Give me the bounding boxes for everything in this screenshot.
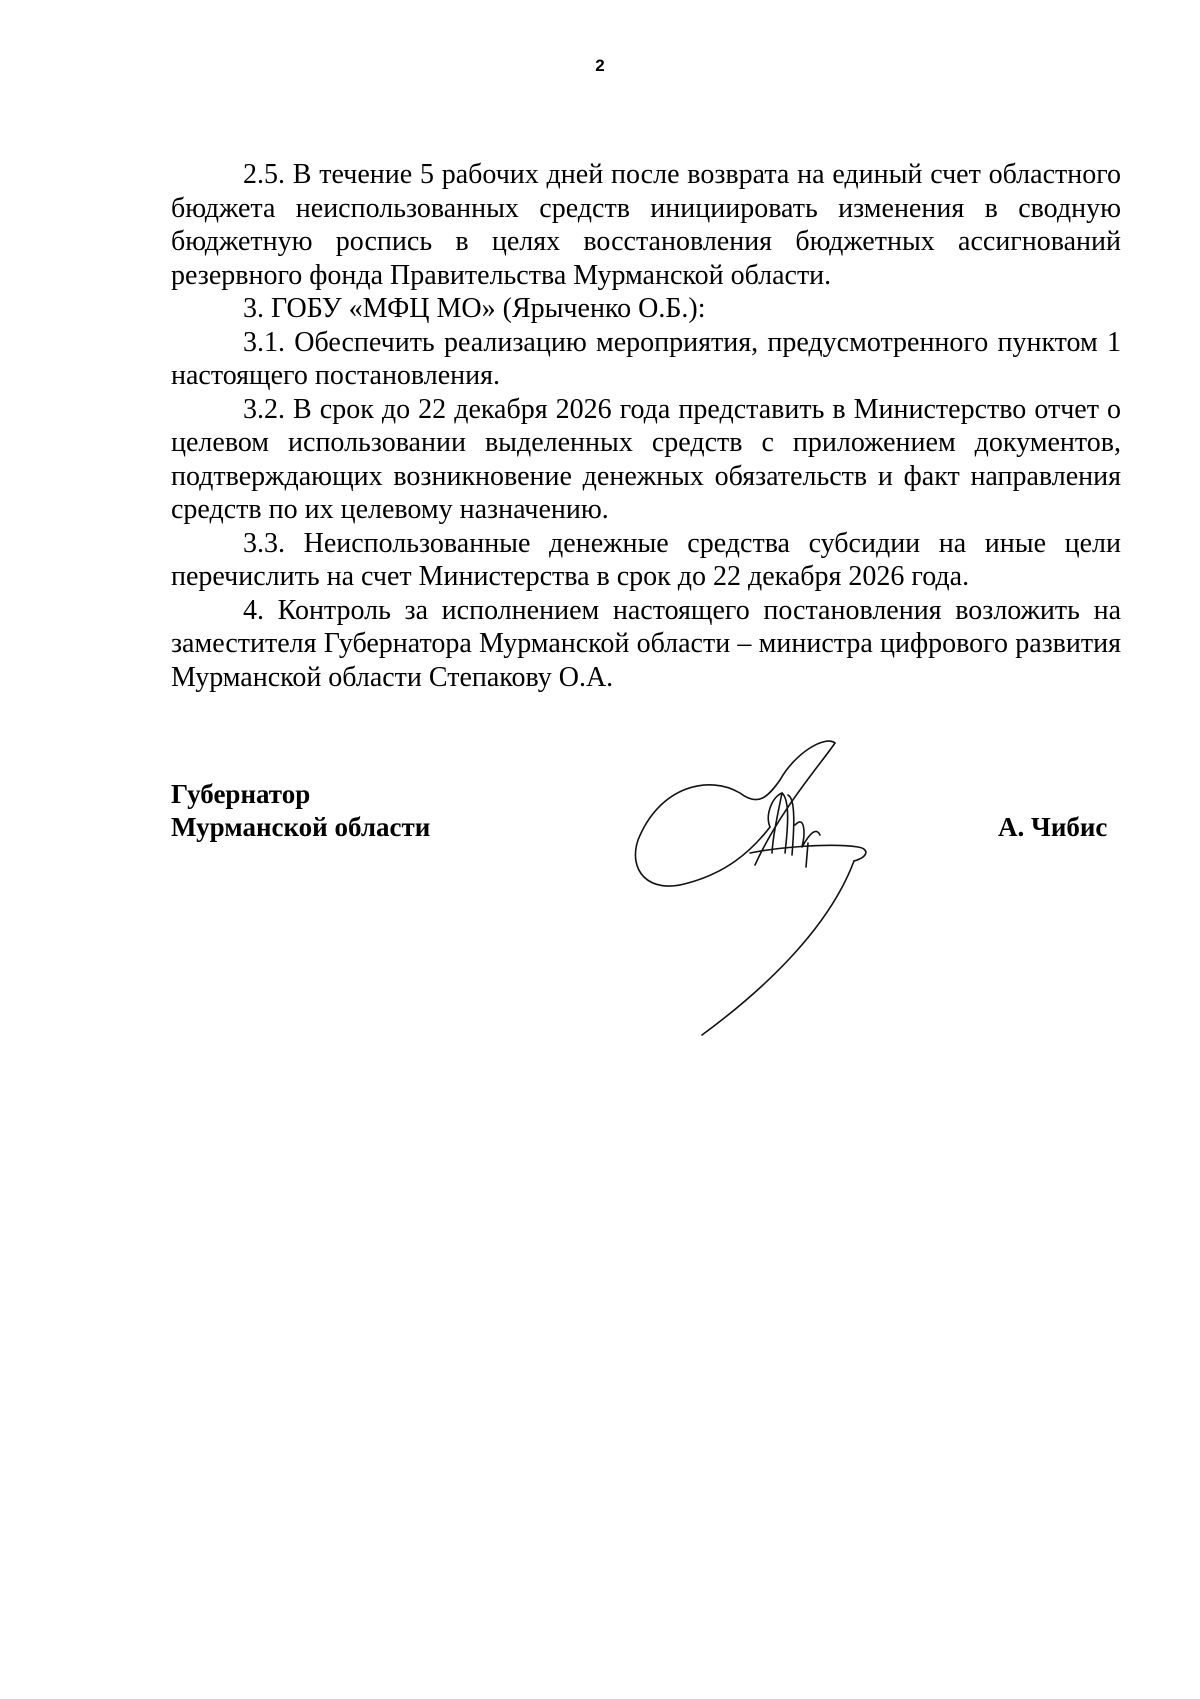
signatory-position	[171, 778, 430, 844]
paragraph-3-1: 3.1. Обеспечить реализацию мероприятия, предусмотренного пунктом 1 настоящего постановления.	[171, 326, 1121, 391]
paragraph-4: 4. Контроль за исполнением настоящего постановления возложить на заместителя Губернатора Мурманской области – министра цифрового развития Мурманской области Степакову О.А.	[171, 594, 1121, 693]
page-number: 2	[595, 56, 605, 75]
paragraph-3-2: 3.2. В срок до 22 декабря 2026 года представить в Министерство отчет о целевом использовании выделенных средств с приложением документов, подтверждающих возникновение денежных обязательств и факт направления средств по их целевому назначению.	[171, 393, 1121, 525]
paragraph-2-5: 2.5. В течение 5 рабочих дней после возврата на единый счет областного бюджета неиспользованных средств инициировать изменения в сводную бюджетную роспись в целях восстановления бюджетных ассигнований резервного фонда Правительства Мурманской области.	[171, 159, 1121, 291]
handwritten-signature-icon	[630, 735, 920, 1040]
signatory-region: Мурманской области	[171, 812, 431, 842]
signatory-name: А. Чибис	[998, 812, 1108, 842]
paragraph-3: 3. ГОБУ «МФЦ МО» (Ярыченко О.Б.):	[243, 293, 706, 324]
paragraph-3-3: 3.3. Неиспользованные денежные средства субсидии на иные цели перечислить на счет Министерства в срок до 22 декабря 2026 года.	[171, 527, 1121, 592]
signatory-title: Губернатор	[171, 779, 311, 809]
document-body	[171, 158, 1121, 694]
